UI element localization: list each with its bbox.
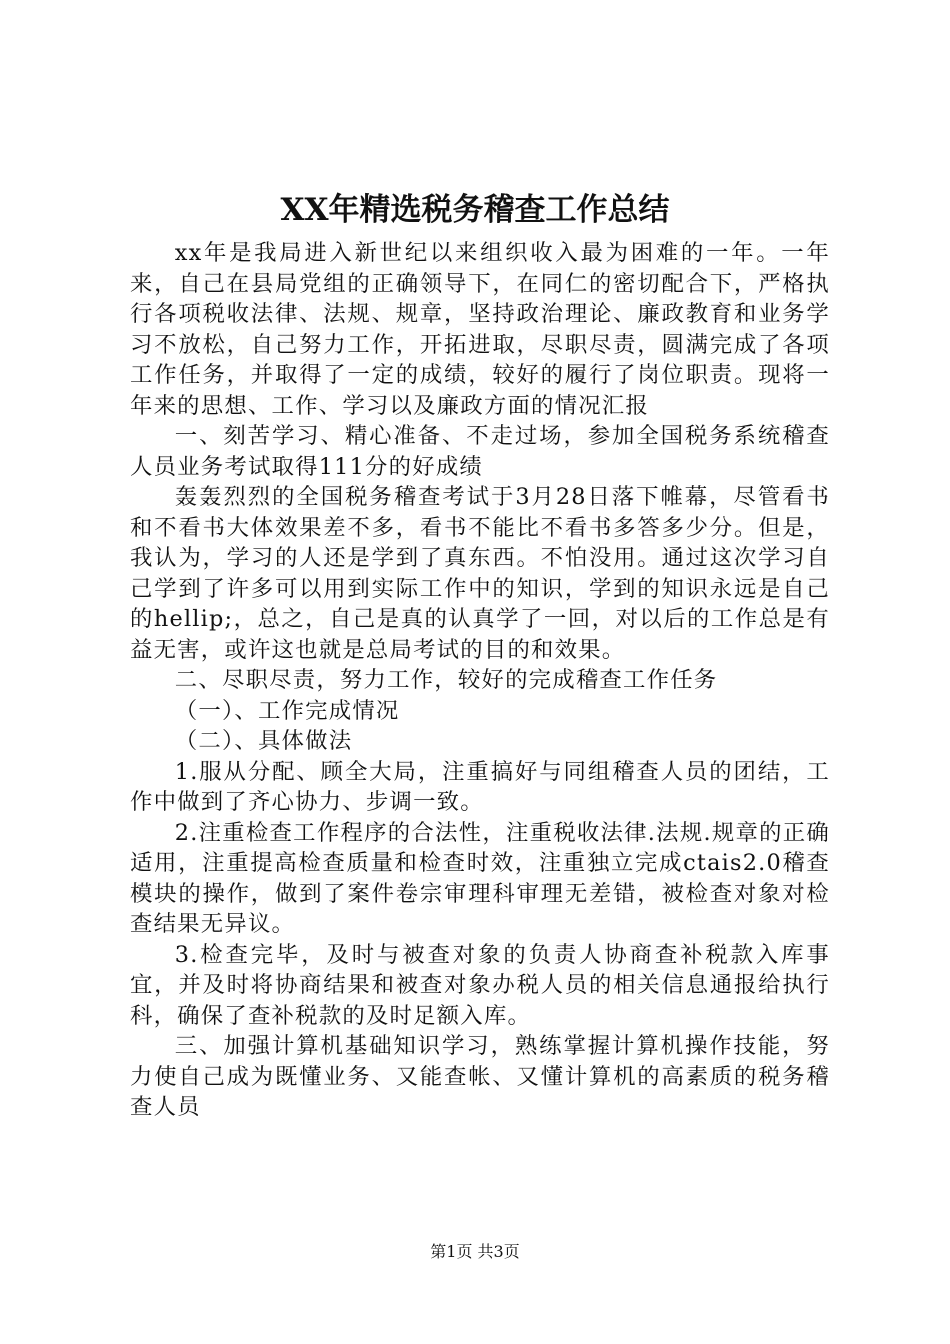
section-heading-1: 一、刻苦学习、精心准备、不走过场，参加全国税务系统稽查人员业务考试取得111分的好成绩 bbox=[130, 423, 830, 480]
document-body bbox=[130, 238, 830, 1123]
page-footer: 第1页 共3页 bbox=[430, 1242, 520, 1261]
section-heading-2: 二、尽职尽责，努力工作，较好的完成稽查工作任务 bbox=[174, 667, 718, 693]
exam-paragraph: 轰轰烈烈的全国税务稽查考试于3月28日落下帷幕，尽管看书和不看书大体效果差不多，看书不能比不看书多答多少分。但是，我认为，学习的人还是学到了真东西。不怕没用。通过这次学习自己学到了许多可以用到实际工作中的知识，学到的知识永远是自己的hellip;，总之，自己是真的认真学了一回，对以后的工作总是有益无害，或许这也就是总局考试的目的和效果。 bbox=[130, 484, 830, 663]
method-item-1: 1.服从分配、顾全大局，注重搞好与同组稽查人员的团结，工作中做到了齐心协力、步调一致。 bbox=[130, 758, 830, 815]
document-title: XX年精选税务稽查工作总结 bbox=[280, 192, 670, 228]
method-item-3: 3.检查完毕，及时与被查对象的负责人协商查补税款入库事宜，并及时将协商结果和被查对象办税人员的相关信息通报给执行科，确保了查补税款的及时足额入库。 bbox=[130, 941, 830, 1029]
method-item-2: 2.注重检查工作程序的合法性，注重税收法律.法规.规章的正确适用，注重提高检查质量和检查时效，注重独立完成ctais2.0稽查模块的操作，做到了案件卷宗审理科审理无差错，被检查对象对检查结果无异议。 bbox=[130, 819, 830, 937]
subsection-heading-2: （二）、具体做法 bbox=[174, 728, 353, 754]
intro-paragraph: xx年是我局进入新世纪以来组织收入最为困难的一年。一年来，自己在县局党组的正确领导下，在同仁的密切配合下，严格执行各项税收法律、法规、规章，坚持政治理论、廉政教育和业务学习不放松，自己努力工作，开拓进取，尽职尽责，圆满完成了各项工作任务，并取得了一定的成绩，较好的履行了岗位职责。现将一年来的思想、工作、学习以及廉政方面的情况汇报 bbox=[130, 240, 830, 419]
subsection-heading-1: （一）、工作完成情况 bbox=[174, 697, 400, 724]
section-heading-3: 三、加强计算机基础知识学习，熟练掌握计算机操作技能，努力使自己成为既懂业务、又能查帐、又懂计算机的高素质的税务稽查人员 bbox=[130, 1033, 830, 1120]
